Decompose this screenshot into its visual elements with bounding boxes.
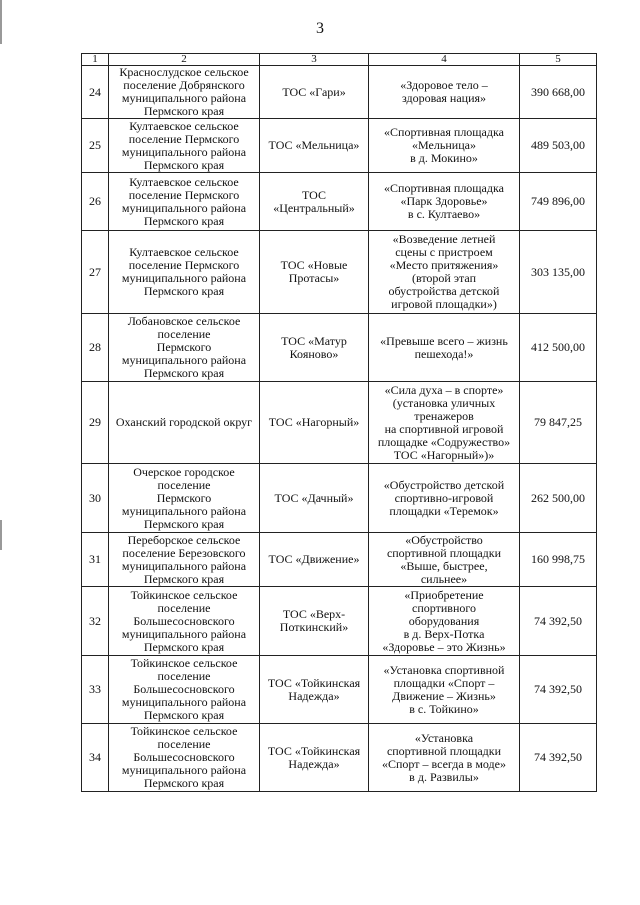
amount-cell: 74 392,50	[520, 656, 597, 724]
project-cell: «Установка спортивной площадки «Спорт – Движение – Жизнь» в с. Тойкино»	[369, 656, 520, 724]
tos-cell: ТОС «Гари»	[260, 66, 369, 119]
tos-cell: ТОС «Тойкинская Надежда»	[260, 724, 369, 792]
municipality-cell: Очерское городское поселение Пермского муниципального района Пермского края	[109, 464, 260, 533]
table-header-row	[82, 54, 597, 66]
municipality-cell: Тойкинское сельское поселение Большесосновского муниципального района Пермского края	[109, 656, 260, 724]
table-row	[82, 119, 597, 173]
project-cell: «Превыше всего – жизнь пешехода!»	[369, 314, 520, 382]
municipality-cell: Култаевское сельское поселение Пермского муниципального района Пермского края	[109, 173, 260, 231]
page-number: 3	[316, 20, 324, 37]
project-cell: «Обустройство спортивной площадки «Выше, быстрее, сильнее»	[369, 533, 520, 587]
municipality-cell: Култаевское сельское поселение Пермского муниципального района Пермского края	[109, 119, 260, 173]
column-header: 3	[260, 54, 369, 66]
scan-artifact-mark	[0, 520, 2, 550]
amount-cell: 79 847,25	[520, 382, 597, 464]
tos-cell: ТОС «Матур Кояново»	[260, 314, 369, 382]
municipality-cell: Тойкинское сельское поселение Большесосновского муниципального района Пермского края	[109, 587, 260, 656]
column-header: 1	[82, 54, 109, 66]
tos-cell: ТОС «Нагорный»	[260, 382, 369, 464]
column-header: 4	[369, 54, 520, 66]
table-row	[82, 587, 597, 656]
table-row	[82, 382, 597, 464]
project-cell: «Приобретение спортивного оборудования в д. Верх-Потка «Здоровье – это Жизнь»	[369, 587, 520, 656]
amount-cell: 749 896,00	[520, 173, 597, 231]
row-number: 34	[82, 724, 109, 792]
row-number: 33	[82, 656, 109, 724]
amount-cell: 412 500,00	[520, 314, 597, 382]
amount-cell: 74 392,50	[520, 724, 597, 792]
tos-cell: ТОС «Дачный»	[260, 464, 369, 533]
table-row	[82, 314, 597, 382]
column-header: 2	[109, 54, 260, 66]
amount-cell: 489 503,00	[520, 119, 597, 173]
table-row	[82, 66, 597, 119]
municipality-cell: Култаевское сельское поселение Пермского муниципального района Пермского края	[109, 231, 260, 314]
row-number: 30	[82, 464, 109, 533]
row-number: 31	[82, 533, 109, 587]
project-cell: «Обустройство детской спортивно-игровой площадки «Теремок»	[369, 464, 520, 533]
amount-cell: 303 135,00	[520, 231, 597, 314]
municipality-cell: Переборское сельское поселение Березовского муниципального района Пермского края	[109, 533, 260, 587]
table-row	[82, 464, 597, 533]
table-row	[82, 656, 597, 724]
tos-cell: ТОС «Новые Протасы»	[260, 231, 369, 314]
project-cell: «Сила духа – в спорте» (установка уличных тренажеров на спортивной игровой площадке «Содружество» ТОС «Нагорный»)»	[369, 382, 520, 464]
project-cell: «Спортивная площадка «Парк Здоровье» в с. Култаево»	[369, 173, 520, 231]
municipality-cell: Тойкинское сельское поселение Большесосновского муниципального района Пермского края	[109, 724, 260, 792]
tos-cell: ТОС «Мельница»	[260, 119, 369, 173]
table-row	[82, 724, 597, 792]
project-cell: «Возведение летней сцены с пристроем «Место притяжения» (второй этап обустройства детской игровой площадки»)	[369, 231, 520, 314]
table-row	[82, 173, 597, 231]
tos-cell: ТОС «Центральный»	[260, 173, 369, 231]
grants-table	[81, 53, 597, 792]
amount-cell: 74 392,50	[520, 587, 597, 656]
project-cell: «Спортивная площадка «Мельница» в д. Мокино»	[369, 119, 520, 173]
tos-cell: ТОС «Движение»	[260, 533, 369, 587]
table-row	[82, 533, 597, 587]
project-cell: «Установка спортивной площадки «Спорт – всегда в моде» в д. Развилы»	[369, 724, 520, 792]
column-header: 5	[520, 54, 597, 66]
table-row	[82, 231, 597, 314]
amount-cell: 160 998,75	[520, 533, 597, 587]
municipality-cell: Краснослудское сельское поселение Добрянского муниципального района Пермского края	[109, 66, 260, 119]
project-cell: «Здоровое тело – здоровая нация»	[369, 66, 520, 119]
row-number: 27	[82, 231, 109, 314]
municipality-cell: Оханский городской округ	[109, 382, 260, 464]
municipality-cell: Лобановское сельское поселение Пермского муниципального района Пермского края	[109, 314, 260, 382]
row-number: 29	[82, 382, 109, 464]
row-number: 25	[82, 119, 109, 173]
amount-cell: 390 668,00	[520, 66, 597, 119]
row-number: 32	[82, 587, 109, 656]
tos-cell: ТОС «Верх- Поткинский»	[260, 587, 369, 656]
row-number: 24	[82, 66, 109, 119]
row-number: 28	[82, 314, 109, 382]
row-number: 26	[82, 173, 109, 231]
amount-cell: 262 500,00	[520, 464, 597, 533]
tos-cell: ТОС «Тойкинская Надежда»	[260, 656, 369, 724]
